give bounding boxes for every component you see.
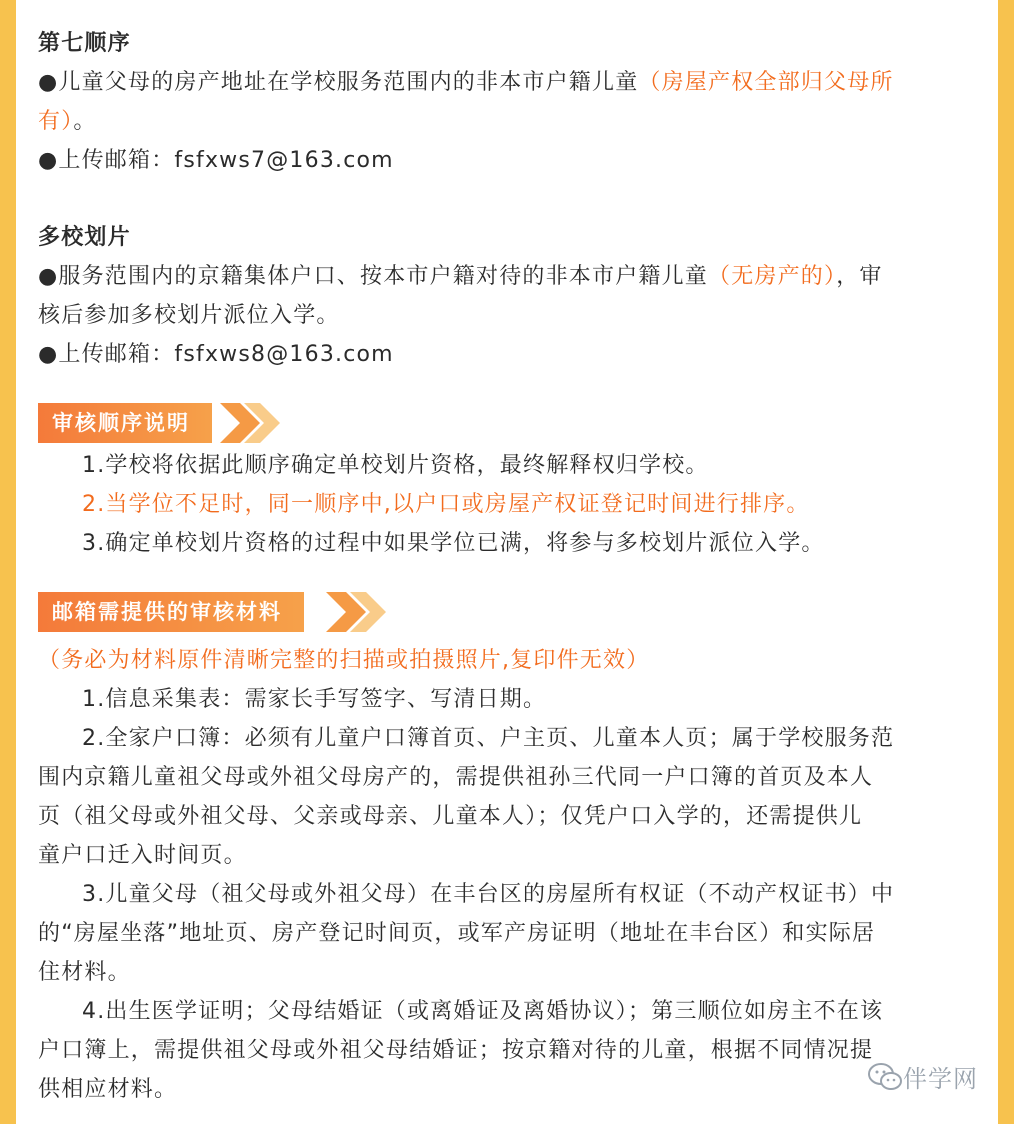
materials-item-4-cont: 供相应材料。 [38, 1077, 178, 1102]
materials-item-3-cont: 的“房屋坐落”地址页、房产登记时间页，或军产房证明（地址在丰台区）和实际居 [38, 921, 876, 946]
review-banner [38, 403, 980, 443]
materials-item-2-cont: 页（祖父母或外祖父母、父亲或母亲、儿童本人）；仅凭户口入学的，还需提供儿 [38, 804, 863, 829]
materials-note: （务必为材料原件清晰完整的扫描或拍摄照片,复印件无效） [38, 648, 650, 673]
materials-item-4: 4.出生医学证明；父母结婚证（或离婚证及离婚协议）；第三顺位如房主不在该 [82, 999, 884, 1024]
materials-item-2-cont: 围内京籍儿童祖父母或外祖父母房产的，需提供祖孙三代同一户口簿的首页及本人 [38, 765, 874, 790]
materials-item-3: 3.儿童父母（祖父母或外祖父母）在丰台区的房屋所有权证（不动产权证书）中 [82, 882, 895, 907]
wechat-icon [867, 1062, 903, 1092]
review-item-3: 3.确定单校划片资格的过程中如果学位已满，将参与多校划片派位入学。 [82, 531, 825, 556]
left-frame-border [0, 0, 16, 1124]
review-item-1: 1.学校将依据此顺序确定单校划片资格，最终解释权归学校。 [82, 453, 709, 478]
materials-item-1: 1.信息采集表：需家长手写签字、写清日期。 [82, 687, 547, 712]
materials-item-2-cont: 童户口迁入时间页。 [38, 843, 247, 868]
article-body [38, 24, 980, 1109]
right-frame-border [998, 0, 1014, 1124]
section7-bullet: ●儿童父母的房产地址在学校服务范围内的非本市户籍儿童（房屋产权全部归父母所 [38, 70, 894, 95]
materials-banner-label: 邮箱需提供的审核材料 [38, 592, 304, 632]
watermark [867, 1059, 978, 1094]
double-chevron-icon [320, 592, 420, 632]
section7-title: 第七顺序 [38, 31, 131, 56]
multi-bullet-cont: 核后参加多校划片派位入学。 [38, 303, 340, 328]
multi-bullet: ●服务范围内的京籍集体户口、按本市户籍对待的非本市户籍儿童（无房产的），审 [38, 264, 883, 289]
materials-item-4-cont: 户口簿上，需提供祖父母或外祖父母结婚证；按京籍对待的儿童，根据不同情况提 [38, 1038, 874, 1063]
double-chevron-icon [214, 403, 314, 443]
watermark-text: 伴学网 [903, 1065, 978, 1093]
materials-item-2: 2.全家户口簿：必须有儿童户口簿首页、户主页、儿童本人页；属于学校服务范 [82, 726, 895, 751]
review-banner-label: 审核顺序说明 [38, 403, 212, 443]
materials-banner [38, 592, 980, 632]
multi-title: 多校划片 [38, 225, 131, 250]
review-item-2: 2.当学位不足时，同一顺序中,以户口或房屋产权证登记时间进行排序。 [82, 492, 810, 517]
multi-email: ●上传邮箱：fsfxws8@163.com [38, 342, 394, 367]
materials-item-3-cont: 住材料。 [38, 960, 131, 985]
section7-bullet-cont: 有）。 [38, 109, 97, 134]
section7-email: ●上传邮箱：fsfxws7@163.com [38, 148, 394, 173]
